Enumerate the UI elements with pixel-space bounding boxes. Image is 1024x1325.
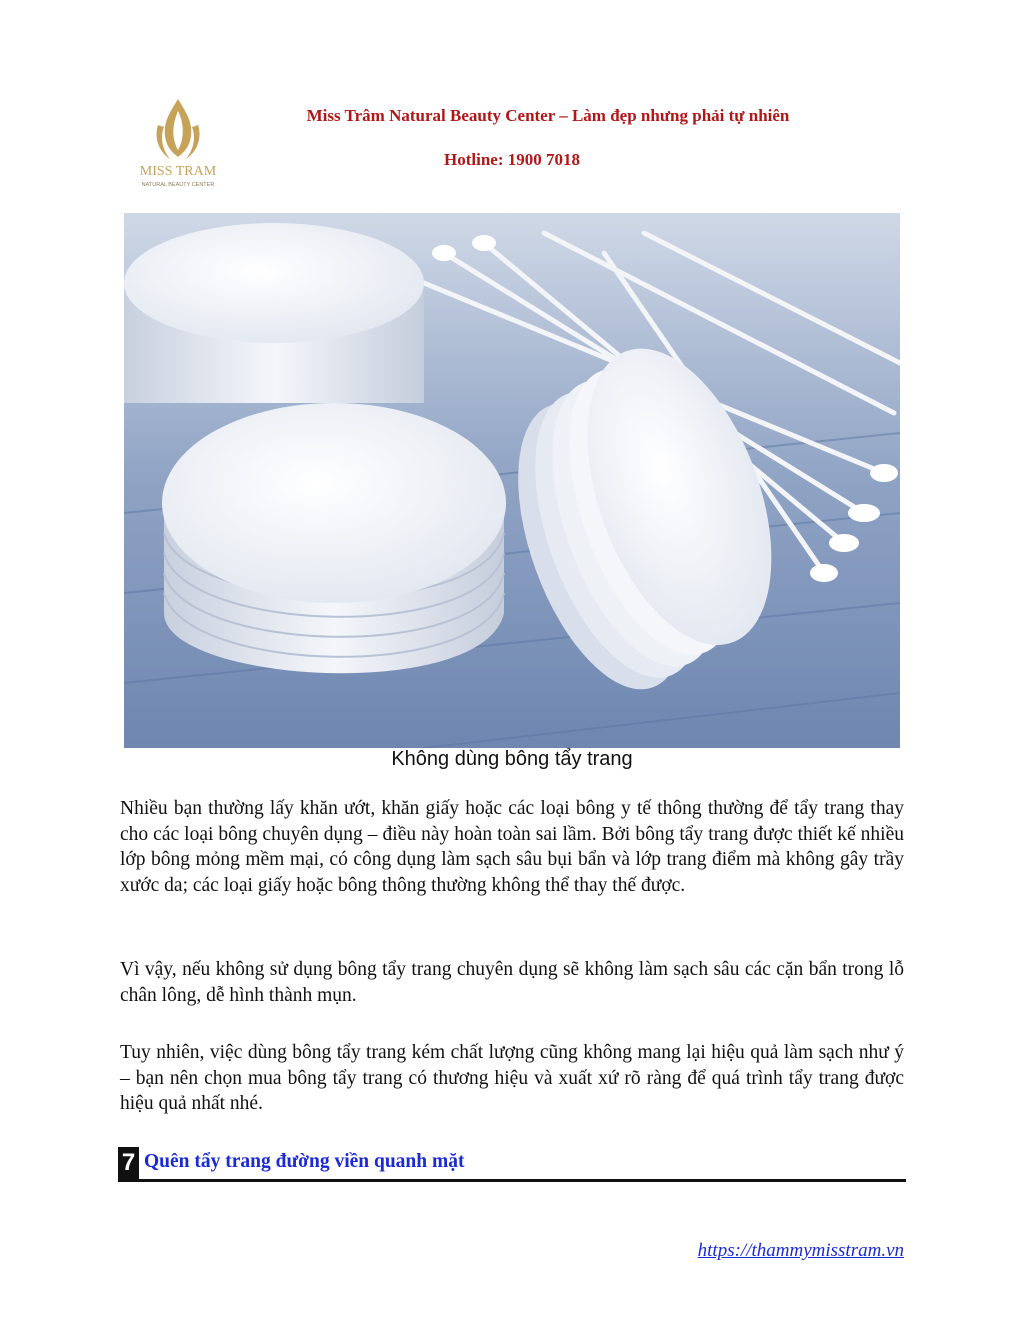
header-title: Miss Trâm Natural Beauty Center – Làm đẹp nhưng phải tự nhiên: [306, 106, 790, 125]
paragraph-3: Tuy nhiên, việc dùng bông tẩy trang kém chất lượng cũng không mang lại hiệu quả làm sạch như ý – bạn nên chọn mua bông tẩy trang có thương hiệu và xuất xứ rõ ràng để quá trình tẩy trang được hiệu quả nhất nhé.: [120, 1042, 904, 1114]
logo-name: MISS TRAM: [139, 164, 217, 179]
cotton-pads-photo: [124, 213, 900, 748]
header-hotline: Hotline: 1900 7018: [444, 150, 580, 169]
section-heading: [118, 1147, 906, 1182]
logo-tagline: NATURAL BEAUTY CENTER: [141, 182, 215, 188]
footer-website-link[interactable]: https://thammymisstram.vn: [697, 1240, 904, 1261]
figure-caption: Không dùng bông tẩy trang: [391, 748, 633, 770]
paragraph-1: Nhiều bạn thường lấy khăn ướt, khăn giấy hoặc các loại bông y tế thông thường để tẩy trang thay cho các loại bông chuyên dụng – điều này hoàn toàn sai lầm. Bởi bông tẩy trang được thiết kế nhiều lớp bông mỏng mềm mại, có công dụng làm sạch sâu bụi bẩn và lớp trang điểm mà không gây trầy xước da; các loại giấy hoặc bông thông thường không thể thay thế được.: [120, 798, 904, 896]
section-title: Quên tẩy trang đường viền quanh mặt: [144, 1151, 465, 1172]
paragraph-2: Vì vậy, nếu không sử dụng bông tẩy trang chuyên dụng sẽ không làm sạch sâu các cặn bẩn trong lỗ chân lông, dễ hình thành mụn.: [120, 959, 904, 1006]
section-number: 7: [118, 1147, 139, 1179]
